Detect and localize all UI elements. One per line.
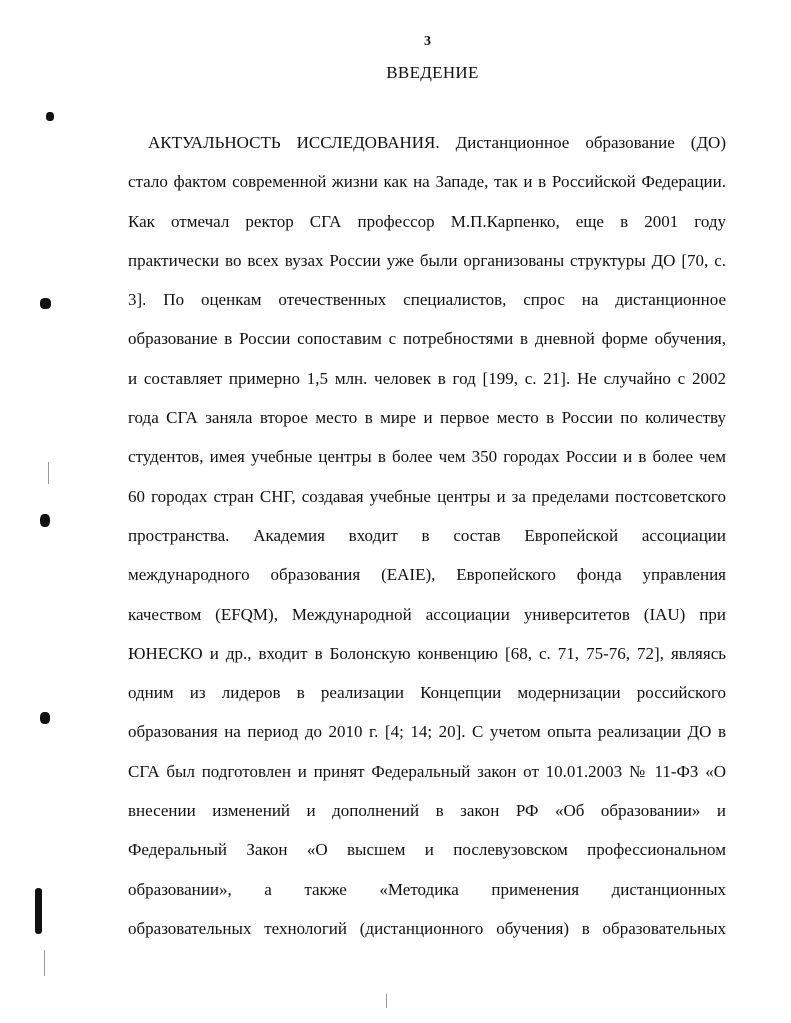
text-line: 60 городах стран СНГ, создавая учебные центры и за пределами постсоветского bbox=[128, 486, 726, 506]
text-line: одним из лидеров в реализации Концепции модернизации российского bbox=[128, 683, 726, 703]
text-line: международного образования (EAIE), Европейского фонда управления bbox=[128, 565, 726, 585]
page-number: 3 bbox=[424, 34, 431, 49]
text-line: образование в России сопоставим с потребностями в дневной форме обучения, bbox=[128, 329, 726, 349]
scan-artifact bbox=[40, 712, 50, 724]
text-line: СГА был подготовлен и принят Федеральный закон от 10.01.2003 № 11-ФЗ «О bbox=[128, 761, 726, 781]
text-line: внесении изменений и дополнений в закон РФ «Об образовании» и bbox=[128, 801, 726, 821]
section-heading: ВВЕДЕНИЕ bbox=[386, 63, 479, 82]
scan-artifact bbox=[386, 994, 387, 1008]
text-line: образования на период до 2010 г. [4; 14; 20]. С учетом опыта реализации ДО в bbox=[128, 722, 726, 742]
text-line: стало фактом современной жизни как на Западе, так и в Российской Федерации. bbox=[128, 172, 726, 192]
text-line: ЮНЕСКО и др., входит в Болонскую конвенцию [68, с. 71, 75-76, 72], являясь bbox=[128, 643, 726, 663]
scan-artifact bbox=[40, 298, 51, 309]
scan-artifact bbox=[40, 514, 50, 527]
scan-artifact bbox=[35, 888, 42, 934]
scan-artifact bbox=[46, 112, 54, 121]
text-line: студентов, имея учебные центры в более чем 350 городах России и в более чем bbox=[128, 447, 726, 467]
scan-artifact bbox=[44, 950, 45, 976]
text-line: качеством (EFQM), Международной ассоциации университетов (IAU) при bbox=[128, 604, 726, 624]
text-line: АКТУАЛЬНОСТЬ ИССЛЕДОВАНИЯ. Дистанционное образование (ДО) bbox=[148, 133, 726, 152]
text-line: 3]. По оценкам отечественных специалистов, спрос на дистанционное bbox=[128, 290, 726, 310]
text-line: образовании», а также «Методика применения дистанционных bbox=[128, 879, 726, 899]
body-text bbox=[128, 131, 726, 956]
text-line: Федеральный Закон «О высшем и послевузовском профессиональном bbox=[128, 840, 726, 860]
text-line: образовательных технологий (дистанционного обучения) в образовательных bbox=[128, 918, 726, 938]
text-line: пространства. Академия входит в состав Европейской ассоциации bbox=[128, 525, 726, 545]
text-line: года СГА заняла второе место в мире и первое место в России по количеству bbox=[128, 408, 726, 428]
text-line: Как отмечал ректор СГА профессор М.П.Карпенко, еще в 2001 году bbox=[128, 211, 726, 231]
text-line: и составляет примерно 1,5 млн. человек в год [199, с. 21]. Не случайно с 2002 bbox=[128, 368, 726, 388]
text-line: практически во всех вузах России уже были организованы структуры ДО [70, с. bbox=[128, 250, 726, 270]
scan-artifact bbox=[48, 462, 49, 484]
